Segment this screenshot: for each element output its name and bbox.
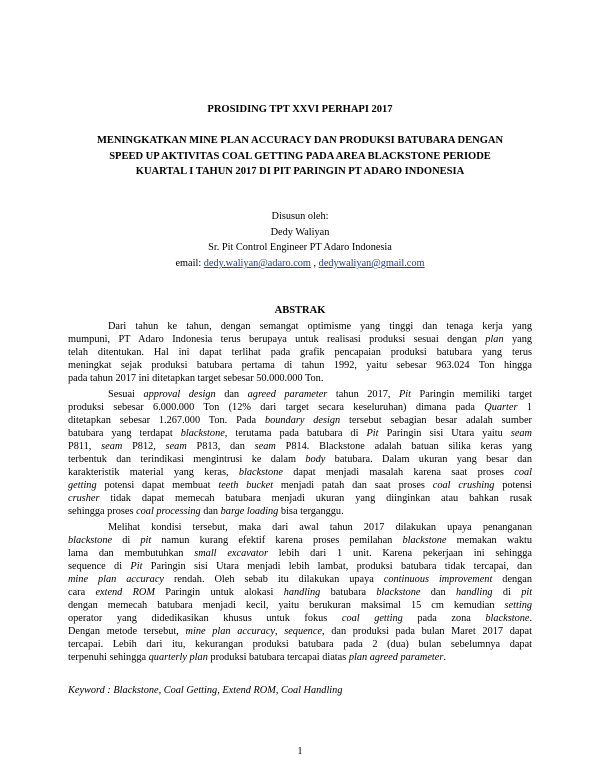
p3-line-2: blackstone di pit namun kurang efektif karena proses pemilahan blackstone memakan waktu <box>68 535 532 546</box>
p2-line-3: ditetapkan sebesar 1.267.000 Ton. Pada boundary design tersebut sebagian besar adalah sumber <box>68 415 532 426</box>
author-position: Sr. Pit Control Engineer PT Adaro Indonesia <box>208 242 392 253</box>
p3-line-1: Melihat kondisi tersebut, maka dari awal tahun 2017 dilakukan upaya penanganan <box>108 522 532 533</box>
p2-line-2: produksi sebesar 6.000.000 Ton (12% dari target secara keseluruhan) dimana pada Quarter 1 <box>68 402 532 413</box>
title-line-1: MENINGKATKAN MINE PLAN ACCURACY DAN PRODUKSI BATUBARA DENGAN <box>96 135 504 146</box>
p1-line-4: meningkat sejak produksi batubara pertama di tahun 1992, yaitu sebesar 963.024 Ton hingga <box>68 360 532 371</box>
keyword-label: Keyword : <box>68 685 111 696</box>
abstract-heading: ABSTRAK <box>274 305 326 316</box>
p2-line-9: crusher tidak dapat memecah batubara menjadi ukuran yang diinginkan atau bahkan rusak <box>68 493 533 504</box>
p2-line-8: getting potensi dapat membuat teeth bucket menjadi patah dan saat proses coal crushing potensi <box>68 480 532 491</box>
p3-line-4: sequence di Pit Paringin sisi Utara menjadi lebih lambat, produksi batubara tidak tercapai, dan <box>68 561 533 572</box>
p3-line-7: dengan memecah batubara menjadi kecil, yaitu berukuran maksimal 15 cm kemudian setting <box>68 600 532 611</box>
p3-line-11: terpenuhi sehingga quarterly plan produksi batubara tercapai diatas plan agreed parameter. <box>68 652 446 663</box>
author-name: Dedy Waliyan <box>270 227 330 238</box>
p3-line-3: lama dan membutuhkan small excavator lebih dari 1 unit. Karena pekerjaan ini sehingga <box>68 548 532 559</box>
email-label: email: <box>175 258 202 269</box>
p1-line-3: telah ditentukan. Hal ini dapat terlihat pada grafik pencapaian produksi batubara yang terus <box>68 347 532 358</box>
p3-line-9: Dengan metode tersebut, mine plan accuracy, sequence, dan produksi pada bulan Maret 2017 dapat <box>68 626 532 637</box>
email-link-gmail[interactable]: dedywaliyan@gmail.com <box>318 258 425 269</box>
title-line-3: KUARTAL I TAHUN 2017 DI PIT PARINGIN PT ADARO INDONESIA <box>135 166 465 177</box>
p1-line-2: mumpuni, PT Adaro Indonesia terus berupaya untuk realisasi produksi sesuai dengan plan yang <box>68 334 533 345</box>
p3-line-5: mine plan accuracy rendah. Oleh sebab itu dilakukan upaya continuous improvement dengan <box>68 574 533 585</box>
p2-line-4: batubara yang terdapat blackstone, terutama pada batubara di Pit Paringin sisi Utara yaitu seam <box>68 428 532 439</box>
p2-line-5: P811, seam P812, seam P813, dan seam P814. Blackstone adalah batuan silika keras yang <box>68 441 533 452</box>
p2-line-10: sehingga proses coal processing dan barge loading bisa terganggu. <box>68 506 344 517</box>
p2-line-6: terbentuk dan terindikasi mengintrusi ke dalam body batubara. Dalam ukuran yang besar dan <box>68 454 533 465</box>
email-separator: , <box>313 258 317 269</box>
proceedings-header: PROSIDING TPT XXVI PERHAPI 2017 <box>207 104 393 115</box>
p1-line-1: Dari tahun ke tahun, dengan semangat optimisme yang tinggi dan tenaga kerja yang <box>108 321 532 332</box>
p3-line-6: cara extend ROM Paringin untuk alokasi handling batubara blackstone dan handling di pit <box>68 587 533 598</box>
author-email <box>0 257 600 270</box>
prepared-by: Disusun oleh: <box>271 211 329 222</box>
p3-line-8: operator yang didedikasikan khusus untuk fokus coal getting pada zona blackstone. <box>68 613 533 624</box>
keyword-list: Blackstone, Coal Getting, Extend ROM, Coal Handling <box>113 685 343 696</box>
p2-line-1: Sesuai approval design dan agreed parameter tahun 2017, Pit Paringin memiliki target <box>108 389 532 400</box>
page-number: 1 <box>297 746 303 757</box>
email-link-adaro[interactable]: dedy.waliyan@adaro.com <box>203 258 311 269</box>
p1-line-5: pada tahun 2017 ini ditetapkan target sebesar 50.000.000 Ton. <box>68 373 324 384</box>
p2-line-7: karakteristik material yang keras, blackstone dapat menjadi masalah karena saat proses coal <box>68 467 532 478</box>
keywords <box>68 684 532 697</box>
title-line-2: SPEED UP AKTIVITAS COAL GETTING PADA AREA BLACKSTONE PERIODE <box>109 151 491 162</box>
p3-line-10: tercapai. Lebih dari itu, kekurangan produksi batubara pada 2 (dua) bulan sebelumnya dapat <box>68 639 532 650</box>
